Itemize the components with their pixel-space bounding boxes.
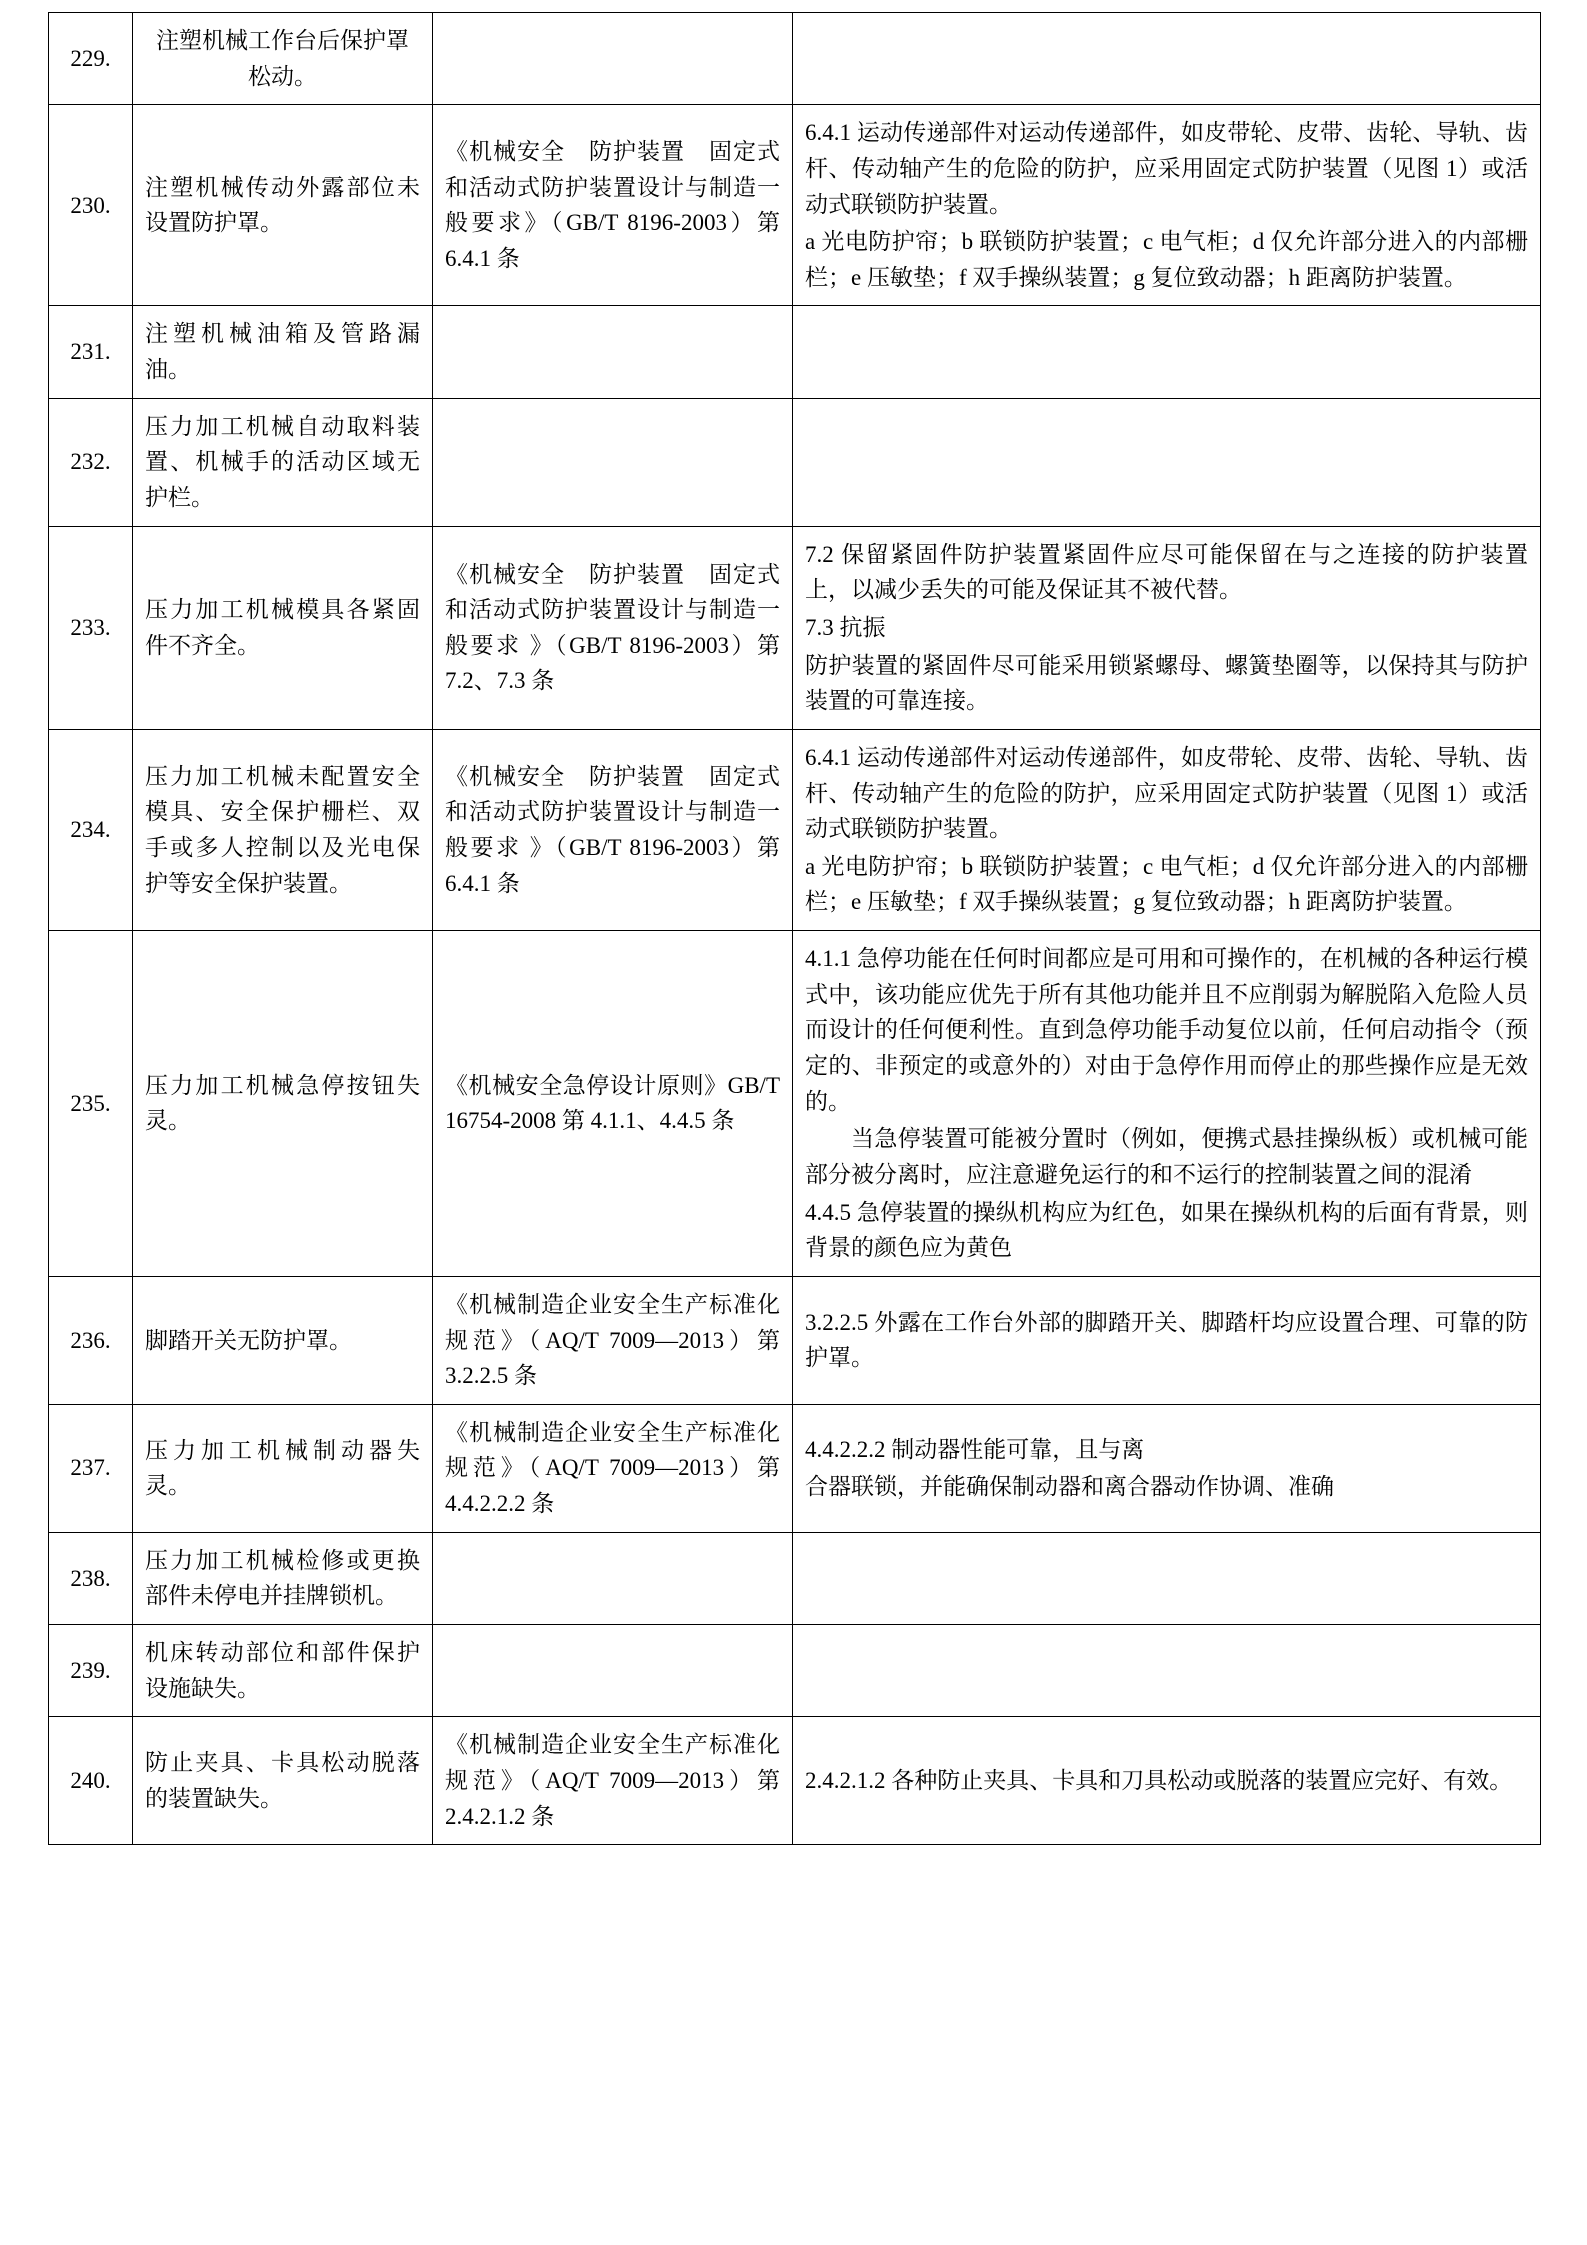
table-row: [49, 931, 1541, 1277]
row-number-cell: 233.: [49, 526, 133, 729]
standard-basis-cell: 《机械安全 防护装置 固定式和活动式防护装置设计与制造一般要求》（GB/T 8196-2003）第 6.4.1 条: [433, 105, 793, 306]
hazard-item-cell: 压力加工机械急停按钮失灵。: [133, 931, 433, 1277]
standard-basis-cell: 《机械安全 防护装置 固定式和活动式防护装置设计与制造一般要求 》（GB/T 8196-2003）第 6.4.1 条: [433, 729, 793, 930]
row-number-cell: 236.: [49, 1276, 133, 1404]
standard-basis-cell: [433, 306, 793, 398]
clause-content-cell: [793, 729, 1541, 930]
row-number-cell: 239.: [49, 1624, 133, 1716]
clause-paragraph: 4.4.5 急停装置的操纵机构应为红色，如果在操纵机构的后面有背景，则背景的颜色应为黄色: [805, 1199, 1528, 1261]
clause-paragraph: 7.3 抗振: [805, 614, 886, 640]
clause-content-cell: [793, 306, 1541, 398]
row-number-cell: 240.: [49, 1717, 133, 1845]
clause-content-cell: [793, 105, 1541, 306]
hazard-item-cell: 注塑机械传动外露部位未设置防护罩。: [133, 105, 433, 306]
clause-content-cell: [793, 526, 1541, 729]
clause-paragraph: 4.4.2.2.2 制动器性能可靠，且与离: [805, 1436, 1145, 1462]
clause-content-cell: [793, 398, 1541, 526]
standard-basis-cell: [433, 398, 793, 526]
hazard-item-cell: 脚踏开关无防护罩。: [133, 1276, 433, 1404]
standard-basis-cell: [433, 13, 793, 105]
table-row: [49, 1276, 1541, 1404]
table-row: [49, 105, 1541, 306]
standard-basis-cell: 《机械安全 防护装置 固定式和活动式防护装置设计与制造一般要求 》（GB/T 8196-2003）第 7.2、7.3 条: [433, 526, 793, 729]
clause-paragraph: 6.4.1 运动传递部件对运动传递部件，如皮带轮、皮带、齿轮、导轨、齿杆、传动轴产生的危险的防护，应采用固定式防护装置（见图 1）或活动式联锁防护装置。: [805, 120, 1528, 217]
table-body: [49, 13, 1541, 1845]
clause-content-cell: [793, 1624, 1541, 1716]
row-number-cell: 231.: [49, 306, 133, 398]
clause-paragraph: 2.4.2.1.2 各种防止夹具、卡具和刀具松动或脱落的装置应完好、有效。: [805, 1767, 1513, 1793]
clause-paragraph: 7.2 保留紧固件防护装置紧固件应尽可能保留在与之连接的防护装置上，以减少丢失的可能及保证其不被代替。: [805, 541, 1528, 603]
clause-paragraph: 防护装置的紧固件尽可能采用锁紧螺母、螺簧垫圈等，以保持其与防护装置的可靠连接。: [805, 652, 1528, 714]
row-number-cell: 234.: [49, 729, 133, 930]
clause-paragraph: 3.2.2.5 外露在工作台外部的脚踏开关、脚踏杆均应设置合理、可靠的防护罩。: [805, 1309, 1528, 1371]
clause-content-cell: [793, 1404, 1541, 1532]
row-number-cell: 232.: [49, 398, 133, 526]
table-row: [49, 1717, 1541, 1845]
table-row: [49, 1532, 1541, 1624]
standard-basis-cell: 《机械制造企业安全生产标准化规范》（AQ/T 7009—2013）第 4.4.2.2.2 条: [433, 1404, 793, 1532]
clause-content-cell: [793, 931, 1541, 1277]
hazard-item-cell: 压力加工机械检修或更换部件未停电并挂牌锁机。: [133, 1532, 433, 1624]
standard-basis-cell: 《机械制造企业安全生产标准化规范》（AQ/T 7009—2013）第 2.4.2.1.2 条: [433, 1717, 793, 1845]
clause-content-cell: [793, 13, 1541, 105]
clause-paragraph: 6.4.1 运动传递部件对运动传递部件，如皮带轮、皮带、齿轮、导轨、齿杆、传动轴产生的危险的防护，应采用固定式防护装置（见图 1）或活动式联锁防护装置。: [805, 744, 1528, 842]
hazard-item-cell: 机床转动部位和部件保护设施缺失。: [133, 1624, 433, 1716]
clause-paragraph: a 光电防护帘；b 联锁防护装置；c 电气柜；d 仅允许部分进入的内部栅栏；e 压敏垫；f 双手操纵装置；g 复位致动器；h 距离防护装置。: [805, 229, 1528, 290]
clause-paragraph: 当急停装置可能被分置时（例如，便携式悬挂操纵板）或机械可能部分被分离时，应注意避免运行的和不运行的控制装置之间的混淆: [805, 1126, 1528, 1187]
hazard-item-cell: 压力加工机械自动取料装置、机械手的活动区域无护栏。: [133, 398, 433, 526]
standard-basis-cell: 《机械安全急停设计原则》GB/T 16754-2008 第 4.1.1、4.4.5 条: [433, 931, 793, 1277]
hazard-item-cell: 防止夹具、卡具松动脱落的装置缺失。: [133, 1717, 433, 1845]
row-number-cell: 238.: [49, 1532, 133, 1624]
table-row: [49, 13, 1541, 105]
row-number-cell: 235.: [49, 931, 133, 1277]
clause-paragraph: a 光电防护帘；b 联锁防护装置；c 电气柜；d 仅允许部分进入的内部栅栏；e 压敏垫；f 双手操纵装置；g 复位致动器；h 距离防护装置。: [805, 853, 1528, 915]
clause-paragraph: 4.1.1 急停功能在任何时间都应是可用和可操作的，在机械的各种运行模式中，该功能应优先于所有其他功能并且不应削弱为解脱陷入危险人员而设计的任何便利性。直到急停功能手动复位以前，任何启动指令（预定的、非预定的或意外的）对由于急停作用而停止的那些操作应是无效的。: [805, 946, 1528, 1114]
row-number-cell: 237.: [49, 1404, 133, 1532]
hazard-item-cell: 压力加工机械制动器失灵。: [133, 1404, 433, 1532]
hazard-item-cell: 注塑机械工作台后保护罩松动。: [133, 13, 433, 105]
table-row: [49, 306, 1541, 398]
hazard-checklist-table: [48, 12, 1541, 1845]
row-number-cell: 229.: [49, 13, 133, 105]
standard-basis-cell: [433, 1532, 793, 1624]
hazard-item-cell: 注塑机械油箱及管路漏油。: [133, 306, 433, 398]
clause-paragraph: 合器联锁，并能确保制动器和离合器动作协调、准确: [805, 1474, 1334, 1500]
clause-content-cell: [793, 1276, 1541, 1404]
clause-content-cell: [793, 1532, 1541, 1624]
table-row: [49, 1404, 1541, 1532]
table-row: [49, 526, 1541, 729]
hazard-item-cell: 压力加工机械模具各紧固件不齐全。: [133, 526, 433, 729]
standard-basis-cell: 《机械制造企业安全生产标准化规范》（AQ/T 7009—2013）第 3.2.2.5 条: [433, 1276, 793, 1404]
row-number-cell: 230.: [49, 105, 133, 306]
table-row: [49, 1624, 1541, 1716]
table-row: [49, 729, 1541, 930]
hazard-item-cell: 压力加工机械未配置安全模具、安全保护栅栏、双手或多人控制以及光电保护等安全保护装置。: [133, 729, 433, 930]
table-row: [49, 398, 1541, 526]
clause-content-cell: [793, 1717, 1541, 1845]
standard-basis-cell: [433, 1624, 793, 1716]
